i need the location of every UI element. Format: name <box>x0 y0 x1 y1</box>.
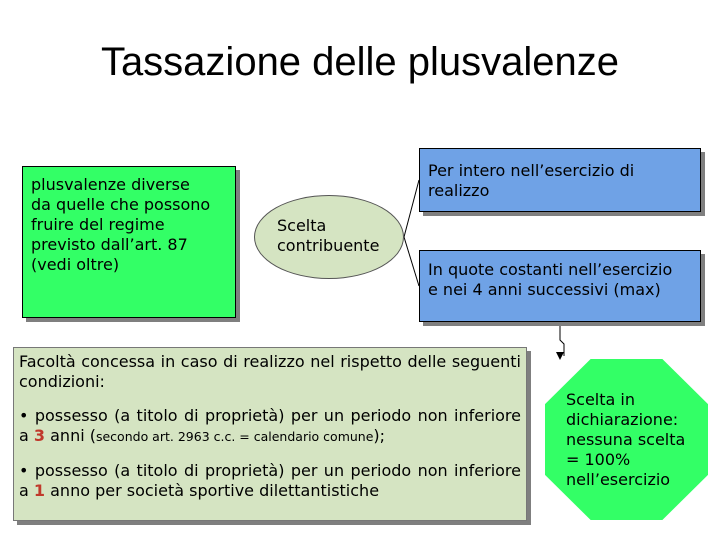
regime-line-5: (vedi oltre) <box>31 255 120 274</box>
choice-line-1: Scelta <box>277 216 327 235</box>
regime-line-2: da quelle che possono <box>31 195 211 214</box>
option-quote-box <box>419 250 701 322</box>
option-intero-box <box>419 148 701 212</box>
regime-line-1: plusvalenze diverse <box>31 175 190 194</box>
intero-line-1: Per intero nell’esercizio di <box>428 161 635 180</box>
quote-line-2: e nei 4 anni successivi (max) <box>428 280 661 299</box>
no-choice-line-2: dichiarazione: <box>566 410 679 429</box>
intero-line-2: realizzo <box>428 181 490 200</box>
regime-line-3: fruire del regime <box>31 215 165 234</box>
conditions-box <box>13 347 527 521</box>
condition-2-years: 1 <box>33 481 46 500</box>
no-choice-line-4: = 100% <box>566 450 631 469</box>
no-choice-line-1: Scelta in <box>566 390 635 409</box>
no-choice-text <box>566 390 706 490</box>
condition-1-years: 3 <box>33 426 46 445</box>
condition-1-note: secondo art. 2963 c.c. = calendario comune <box>95 429 374 444</box>
condition-2-text: • possesso (a titolo di proprietà) per un periodo non inferiore a <box>19 461 521 500</box>
no-choice-line-3: nessuna scelta <box>566 430 686 449</box>
conditions-intro: Facoltà concessa in caso di realizzo nel rispetto delle seguenti condizioni: <box>19 352 521 391</box>
choice-ellipse <box>254 195 404 279</box>
condition-1-mid: anni ( <box>45 426 96 445</box>
condition-1-text: • possesso (a titolo di proprietà) per un periodo non inferiore a <box>19 406 521 445</box>
condition-item-1 <box>19 406 521 447</box>
regime-line-4: previsto dall’art. 87 <box>31 235 188 254</box>
choice-line-2: contribuente <box>277 236 380 255</box>
condition-1-end: ); <box>373 426 386 445</box>
regime-box <box>22 166 236 318</box>
condition-item-2 <box>19 461 521 501</box>
quote-line-1: In quote costanti nell’esercizio <box>428 260 673 279</box>
page-title: Tassazione delle plusvalenze <box>100 40 620 84</box>
condition-2-end: anno per società sportive dilettantistiche <box>45 481 380 500</box>
no-choice-line-5: nell’esercizio <box>566 470 671 489</box>
